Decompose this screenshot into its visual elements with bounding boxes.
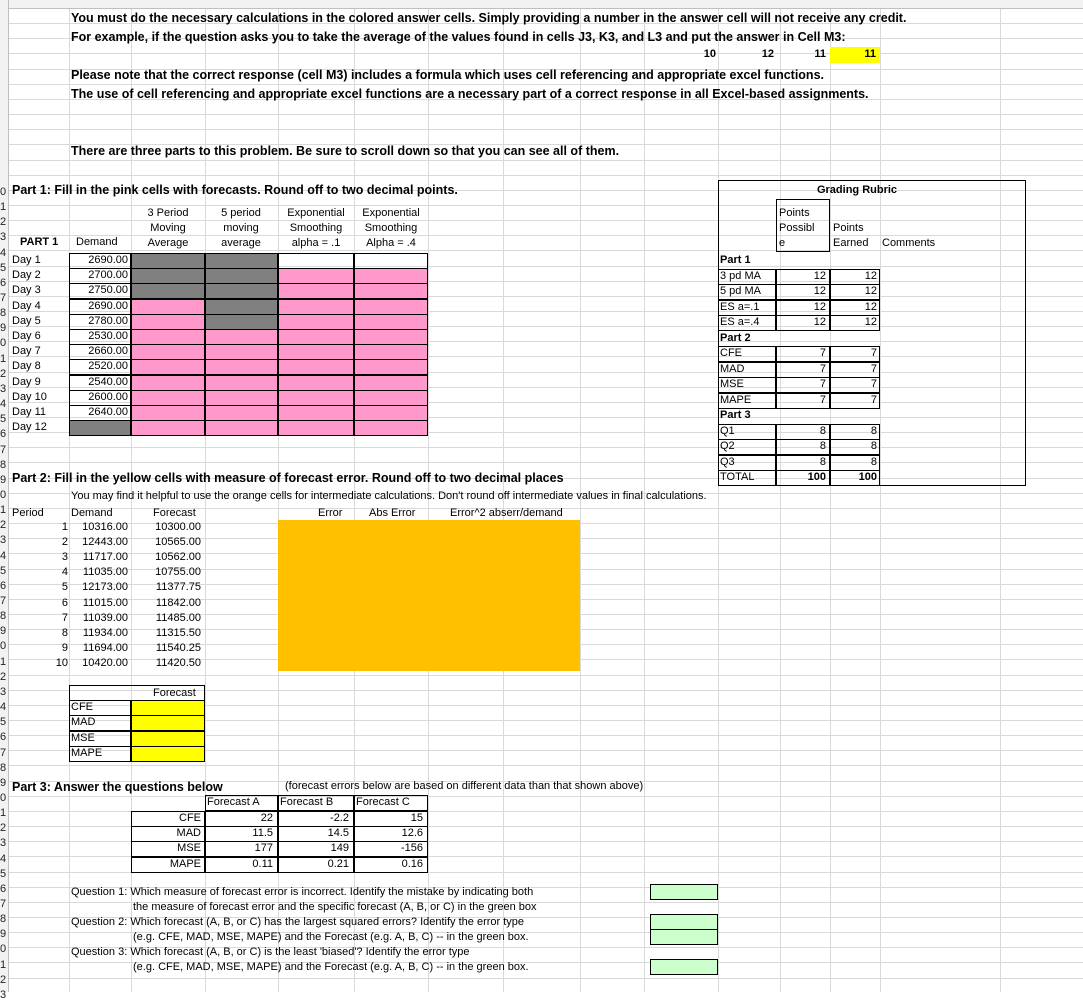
- row-number: 3: [0, 231, 7, 243]
- ma5-gray-cell: [205, 253, 278, 269]
- period-value: 7: [61, 612, 68, 624]
- summary-label: MAD: [71, 716, 96, 728]
- es1-cell[interactable]: [278, 344, 354, 360]
- instruction-line-5: There are three parts to this problem. Be sure to scroll down so that you can see all of them.: [71, 144, 620, 158]
- rubric-possible-value: 7: [819, 363, 826, 375]
- ma3-pink-cell[interactable]: [131, 420, 205, 436]
- demand-value: 2660.00: [88, 345, 128, 357]
- row-number: 8: [0, 459, 7, 471]
- es1-cell[interactable]: [278, 390, 354, 406]
- rubric-possible-value: 7: [819, 394, 826, 406]
- row-number: 9: [0, 474, 7, 486]
- forecast-col-label: Forecast: [153, 507, 196, 519]
- es4-cell[interactable]: [354, 268, 428, 284]
- es4-cell[interactable]: [354, 405, 428, 421]
- part3-label: MSE: [177, 842, 201, 854]
- es4-cell[interactable]: [354, 314, 428, 330]
- row-number: 6: [0, 277, 7, 289]
- es4-cell[interactable]: [354, 299, 428, 315]
- row-number: 8: [0, 913, 7, 925]
- ma5-pink-cell[interactable]: [205, 344, 278, 360]
- rubric-possible-value: 12: [813, 301, 826, 313]
- instruction-line-2: For example, if the question asks you to take the average of the values found in cells J3, K3, and L3 and put the answer in Cell M3:: [71, 30, 846, 44]
- ma3-gray-cell: [131, 268, 205, 284]
- header-es-alpha-4: Exponential Smoothing Alpha = .4: [362, 207, 420, 249]
- es4-cell[interactable]: [354, 359, 428, 375]
- question-2-line-a: Question 2: Which forecast (A, B, or C) has the largest squared errors? Identify the error type: [71, 916, 525, 928]
- part3-label: MAPE: [169, 858, 201, 870]
- rubric-possible-value: 12: [813, 270, 826, 282]
- part3-value: 12.6: [401, 827, 423, 839]
- part3-label: CFE: [179, 812, 201, 824]
- rubric-label: 5 pd MA: [720, 285, 761, 297]
- row-number: 5: [0, 716, 7, 728]
- es4-cell[interactable]: [354, 375, 428, 391]
- header-5-period-ma: 5 period moving average: [221, 207, 261, 249]
- rubric-label: MAPE: [720, 394, 752, 406]
- ma5-pink-cell[interactable]: [205, 390, 278, 406]
- question-3-line-a: Question 3: Which forecast (A, B, or C) is the least 'biased'? Identify the error type: [71, 946, 470, 958]
- summary-label: CFE: [71, 701, 93, 713]
- part2-note: You may find it helpful to use the orange cells for intermediate calculations. Don't round off intermediate values in final calculations.: [71, 490, 707, 502]
- es1-cell[interactable]: [278, 299, 354, 315]
- demand-value: 2700.00: [88, 269, 128, 281]
- demand2-col-label: Demand: [71, 507, 113, 519]
- part3-value: 22: [260, 812, 273, 824]
- rubric-possible-cell: [776, 253, 830, 269]
- answer-q2b-cell[interactable]: [650, 929, 718, 945]
- part3-value: 0.11: [252, 858, 273, 870]
- row-number: 8: [0, 762, 7, 774]
- abs-error-col-label: Abs Error: [369, 507, 416, 519]
- ma3-pink-cell[interactable]: [131, 375, 205, 391]
- row-number: 0: [0, 186, 7, 198]
- rubric-label: 3 pd MA: [720, 270, 761, 282]
- rubric-label: MSE: [720, 378, 744, 390]
- answer-q1-cell[interactable]: [650, 884, 718, 900]
- forecast-value: 10300.00: [155, 521, 201, 533]
- rubric-label: Q3: [720, 456, 735, 468]
- part3-value: 0.21: [327, 858, 349, 870]
- row-number: 5: [0, 262, 7, 274]
- rubric-earned-value: 7: [870, 363, 877, 375]
- es1-cell[interactable]: [278, 420, 354, 436]
- error-sq-col-label: Error^2 abserr/demand: [450, 507, 563, 519]
- rubric-earned-value: 12: [864, 301, 877, 313]
- rubric-possible-cell: [776, 408, 830, 424]
- day-label: Day 12: [12, 421, 47, 433]
- rubric-possible-value: 100: [807, 471, 826, 483]
- error-col-label: Error: [318, 507, 343, 519]
- row-number: 4: [0, 701, 7, 713]
- part3-value: -2.2: [330, 812, 349, 824]
- rubric-possible-cell: [776, 331, 830, 347]
- part3-col-header: Forecast C: [356, 796, 410, 808]
- es1-cell[interactable]: [278, 329, 354, 345]
- period-value: 4: [61, 566, 68, 578]
- demand-value: 11934.00: [82, 627, 128, 639]
- period-value: 2: [61, 536, 68, 548]
- row-number: 1: [0, 353, 7, 365]
- period-value: 8: [61, 627, 68, 639]
- demand-value: 11694.00: [82, 642, 128, 654]
- row-number: 4: [0, 550, 7, 562]
- row-number: 2: [0, 519, 7, 531]
- instruction-line-1: You must do the necessary calculations in the colored answer cells. Simply providing a number in the answer cell will not receive any credit.: [71, 11, 907, 25]
- es4-cell[interactable]: [354, 283, 428, 299]
- rubric-possible-value: 8: [819, 440, 826, 452]
- ma3-pink-cell[interactable]: [131, 299, 205, 315]
- row-number: 5: [0, 413, 7, 425]
- rubric-earned-value: 12: [864, 285, 877, 297]
- row-number: 6: [0, 731, 7, 743]
- row-number: 5: [0, 868, 7, 880]
- es1-cell[interactable]: [278, 314, 354, 330]
- es4-cell[interactable]: [354, 420, 428, 436]
- ma3-pink-cell[interactable]: [131, 344, 205, 360]
- part1-col-label: PART 1: [20, 236, 59, 248]
- demand-value: 10420.00: [82, 657, 128, 669]
- row-number: 4: [0, 853, 7, 865]
- rubric-possible-value: 7: [819, 378, 826, 390]
- row-number: 1: [0, 201, 7, 213]
- demand-value: 11717.00: [82, 551, 128, 563]
- row-number: 7: [0, 444, 7, 456]
- row-number: 8: [0, 307, 7, 319]
- es1-cell[interactable]: [278, 375, 354, 391]
- rubric-title: Grading Rubric: [816, 184, 898, 196]
- summary-label: MAPE: [71, 747, 103, 759]
- part3-value: 11.5: [252, 827, 273, 839]
- rubric-earned-value: 7: [870, 394, 877, 406]
- row-number: 2: [0, 822, 7, 834]
- row-number: 7: [0, 292, 7, 304]
- example-m3: 11: [864, 48, 876, 60]
- example-l3[interactable]: 11: [814, 48, 826, 60]
- row-number: 2: [0, 974, 7, 986]
- rubric-earned-value: 7: [870, 378, 877, 390]
- summary-answer-cell[interactable]: [131, 700, 205, 716]
- ma3-pink-cell[interactable]: [131, 329, 205, 345]
- period-value: 6: [61, 597, 68, 609]
- row-number: 2: [0, 216, 7, 228]
- demand-col-label: Demand: [76, 236, 118, 248]
- day12-demand-cell: [69, 420, 131, 436]
- demand-value: 12443.00: [82, 536, 128, 548]
- es1-cell[interactable]: [278, 253, 354, 269]
- forecast-value: 11842.00: [155, 597, 201, 609]
- rubric-possible-header: Points Possibl e: [779, 207, 815, 249]
- demand-value: 11035.00: [82, 566, 128, 578]
- ma5-gray-cell: [205, 283, 278, 299]
- es4-cell[interactable]: [354, 390, 428, 406]
- es1-cell[interactable]: [278, 268, 354, 284]
- rubric-label: Part 3: [720, 409, 751, 421]
- forecast-value: 11420.50: [155, 657, 201, 669]
- demand-value: 2690.00: [88, 254, 128, 266]
- rubric-earned-header: Points Earned: [833, 222, 869, 249]
- row-number: 1: [0, 807, 7, 819]
- rubric-label: Q1: [720, 425, 735, 437]
- orange-work-area[interactable]: [278, 520, 580, 671]
- row-number: 7: [0, 898, 7, 910]
- rubric-possible-value: 8: [819, 425, 826, 437]
- answer-q2-cell[interactable]: [650, 914, 718, 930]
- day-label: Day 3: [12, 284, 41, 296]
- question-2-line-b: (e.g. CFE, MAD, MSE, MAPE) and the Forecast (e.g. A, B, C) -- in the green box.: [133, 931, 529, 943]
- row-number: 0: [0, 337, 7, 349]
- rubric-earned-cell[interactable]: [830, 331, 880, 347]
- answer-q3-cell[interactable]: [650, 959, 718, 975]
- part3-label: MAD: [176, 827, 201, 839]
- row-header-bar: [0, 0, 9, 1001]
- rubric-label: TOTAL: [720, 471, 755, 483]
- row-number: 4: [0, 398, 7, 410]
- rubric-label: Part 2: [720, 332, 751, 344]
- row-number: 0: [0, 792, 7, 804]
- ma5-gray-cell: [205, 268, 278, 284]
- rubric-earned-value: 12: [864, 270, 877, 282]
- ma5-pink-cell[interactable]: [205, 329, 278, 345]
- day-label: Day 5: [12, 315, 41, 327]
- forecast-value: 11485.00: [155, 612, 201, 624]
- row-number: 9: [0, 928, 7, 940]
- row-number: 4: [0, 247, 7, 259]
- ma5-pink-cell[interactable]: [205, 420, 278, 436]
- part3-col-header: Forecast A: [207, 796, 260, 808]
- row-number: 3: [0, 989, 7, 1001]
- demand-value: 2530.00: [88, 330, 128, 342]
- day-label: Day 1: [12, 254, 41, 266]
- row-number: 9: [0, 777, 7, 789]
- rubric-possible-value: 12: [813, 285, 826, 297]
- forecast-value: 10755.00: [155, 566, 201, 578]
- rubric-label: ES a=.4: [720, 316, 760, 328]
- rubric-earned-value: 8: [870, 425, 877, 437]
- row-number: 2: [0, 671, 7, 683]
- row-number: 1: [0, 504, 7, 516]
- summary-label: MSE: [71, 732, 95, 744]
- row-number: 7: [0, 747, 7, 759]
- period-value: 5: [61, 581, 68, 593]
- rubric-earned-value: 100: [858, 471, 877, 483]
- part3-value: -156: [400, 842, 423, 854]
- row-number: 3: [0, 534, 7, 546]
- part1-title: Part 1: Fill in the pink cells with forecasts. Round off to two decimal points.: [12, 183, 458, 197]
- period-value: 10: [55, 657, 68, 669]
- row-number: 7: [0, 595, 7, 607]
- question-3-line-b: (e.g. CFE, MAD, MSE, MAPE) and the Forecast (e.g. A, B, C) -- in the green box.: [133, 961, 529, 973]
- forecast-value: 11540.25: [155, 642, 201, 654]
- forecast-value: 10562.00: [155, 551, 201, 563]
- header-es-alpha-1: Exponential Smoothing alpha = .1: [287, 207, 345, 249]
- row-number: 1: [0, 656, 7, 668]
- demand-value: 12173.00: [82, 581, 128, 593]
- row-number: 6: [0, 883, 7, 895]
- part3-value: 15: [410, 812, 423, 824]
- demand-value: 2520.00: [88, 360, 128, 372]
- summary-answer-cell[interactable]: [131, 746, 205, 762]
- es1-cell[interactable]: [278, 405, 354, 421]
- rubric-earned-value: 7: [870, 347, 877, 359]
- period-col-label: Period: [12, 507, 44, 519]
- row-number: 1: [0, 959, 7, 971]
- day-label: Day 7: [12, 345, 41, 357]
- ma3-pink-cell[interactable]: [131, 390, 205, 406]
- question-1-line-a: Question 1: Which measure of forecast error is incorrect. Identify the mistake by indicating both: [71, 886, 534, 898]
- period-value: 3: [61, 551, 68, 563]
- part3-col-header: Forecast B: [280, 796, 334, 808]
- demand-value: 2750.00: [88, 284, 128, 296]
- row-number: 9: [0, 625, 7, 637]
- example-j3[interactable]: 10: [703, 48, 716, 60]
- part3-value: 0.16: [401, 858, 423, 870]
- rubric-earned-cell[interactable]: [830, 408, 880, 424]
- rubric-label: Q2: [720, 440, 735, 452]
- row-number: 3: [0, 383, 7, 395]
- instruction-line-4: The use of cell referencing and appropriate excel functions are a necessary part of a correct response in all Excel-based assignments.: [71, 87, 869, 101]
- row-number: 5: [0, 565, 7, 577]
- part3-value: 14.5: [327, 827, 349, 839]
- rubric-possible-value: 12: [813, 316, 826, 328]
- day-label: Day 9: [12, 376, 41, 388]
- rubric-possible-value: 7: [819, 347, 826, 359]
- rubric-comments-header: Comments: [882, 237, 936, 249]
- part3-subtitle: (forecast errors below are based on different data than that shown above): [285, 780, 644, 792]
- day-label: Day 6: [12, 330, 41, 342]
- row-number: 0: [0, 640, 7, 652]
- day-label: Day 4: [12, 300, 41, 312]
- es4-cell[interactable]: [354, 329, 428, 345]
- rubric-label: Part 1: [720, 254, 751, 266]
- es4-cell[interactable]: [354, 253, 428, 269]
- row-number: 8: [0, 610, 7, 622]
- rubric-earned-cell[interactable]: [830, 253, 880, 269]
- part2-title: Part 2: Fill in the yellow cells with measure of forecast error. Round off to two decimal places: [12, 471, 564, 485]
- ma3-pink-cell[interactable]: [131, 405, 205, 421]
- day-label: Day 11: [12, 406, 47, 418]
- es1-cell[interactable]: [278, 359, 354, 375]
- period-value: 9: [61, 642, 68, 654]
- summary-answer-cell[interactable]: [131, 731, 205, 747]
- instruction-line-3: Please note that the correct response (cell M3) includes a formula which uses cell referencing and appropriate excel functions.: [71, 68, 824, 82]
- period-value: 1: [61, 521, 68, 533]
- day-label: Day 10: [12, 391, 47, 403]
- rubric-earned-value: 8: [870, 456, 877, 468]
- question-1-line-b: the measure of forecast error and the specific forecast (A, B, or C) in the green box: [133, 901, 537, 913]
- demand-value: 2690.00: [88, 300, 128, 312]
- ma5-gray-cell: [205, 314, 278, 330]
- row-number: 6: [0, 580, 7, 592]
- column-header-bar: [0, 0, 1083, 9]
- day-label: Day 8: [12, 360, 41, 372]
- part3-value: 149: [330, 842, 349, 854]
- rubric-label: ES a=.1: [720, 301, 760, 313]
- forecast-value: 11315.50: [155, 627, 201, 639]
- row-number: 0: [0, 943, 7, 955]
- ma5-pink-cell[interactable]: [205, 375, 278, 391]
- demand-value: 2600.00: [88, 391, 128, 403]
- ma5-gray-cell: [205, 299, 278, 315]
- summary-answer-cell[interactable]: [131, 715, 205, 731]
- ma3-gray-cell: [131, 283, 205, 299]
- rubric-earned-value: 8: [870, 440, 877, 452]
- row-number: 6: [0, 428, 7, 440]
- ma5-pink-cell[interactable]: [205, 359, 278, 375]
- row-number: 0: [0, 489, 7, 501]
- ma3-gray-cell: [131, 253, 205, 269]
- demand-value: 2780.00: [88, 315, 128, 327]
- es1-cell[interactable]: [278, 283, 354, 299]
- row-number: 2: [0, 368, 7, 380]
- ma3-pink-cell[interactable]: [131, 314, 205, 330]
- rubric-earned-value: 12: [864, 316, 877, 328]
- row-number: 9: [0, 322, 7, 334]
- rubric-possible-value: 8: [819, 456, 826, 468]
- es4-cell[interactable]: [354, 344, 428, 360]
- example-k3[interactable]: 12: [761, 48, 774, 60]
- rubric-label: CFE: [720, 347, 742, 359]
- demand-value: 11015.00: [82, 597, 128, 609]
- part3-value: 177: [254, 842, 273, 854]
- day-label: Day 2: [12, 269, 41, 281]
- rubric-label: MAD: [720, 363, 745, 375]
- part3-title: Part 3: Answer the questions below: [12, 780, 223, 794]
- forecast-value: 10565.00: [155, 536, 201, 548]
- ma3-pink-cell[interactable]: [131, 359, 205, 375]
- header-3-period-ma: 3 Period Moving Average: [147, 207, 189, 249]
- row-number: 3: [0, 837, 7, 849]
- demand-value: 2540.00: [88, 376, 128, 388]
- demand-value: 2640.00: [88, 406, 128, 418]
- demand-value: 11039.00: [82, 612, 128, 624]
- demand-value: 10316.00: [82, 521, 128, 533]
- summary-forecast-label: Forecast: [153, 687, 196, 699]
- row-number: 3: [0, 686, 7, 698]
- ma5-pink-cell[interactable]: [205, 405, 278, 421]
- forecast-value: 11377.75: [155, 581, 201, 593]
